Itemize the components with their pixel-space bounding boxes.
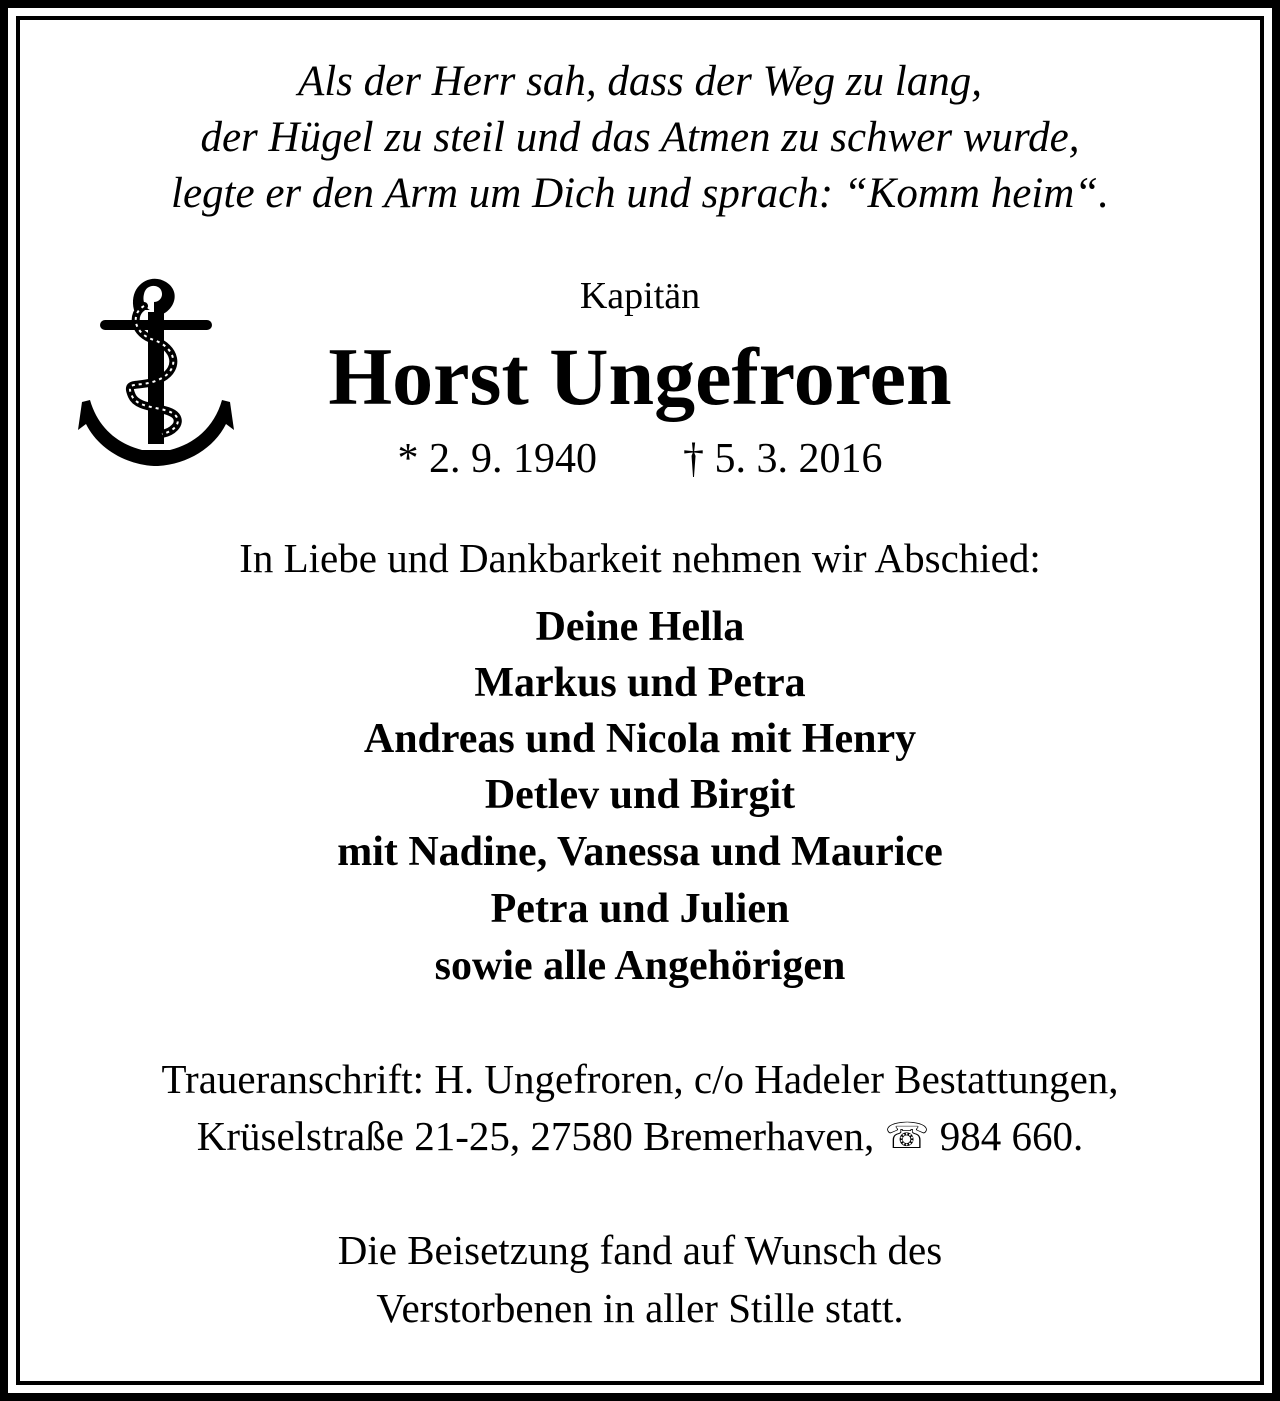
telephone-icon: ☏ [884, 1116, 930, 1157]
quote-line-3: legte er den Arm um Dich und sprach: “Komm heim“. [171, 170, 1109, 217]
address-line-1: Traueranschrift: H. Ungefroren, c/o Hadeler Bestattungen, [161, 1056, 1119, 1102]
mourner-line: Detlev und Birgit [484, 772, 796, 818]
quote-line-1: Als der Herr sah, dass der Weg zu lang, [297, 58, 983, 105]
mourner-line: Deine Hella [535, 604, 745, 650]
birth-date: * 2. 9. 1940 [397, 436, 597, 482]
quote-line-2: der Hügel zu steil und das Atmen zu schwer wurde, [200, 114, 1080, 161]
mourner-line: Markus und Petra [474, 660, 806, 706]
address-street-city: Krüselstraße 21-25, 27580 Bremerhaven, [196, 1113, 875, 1159]
deceased-title: Kapitän [579, 275, 701, 317]
farewell-intro: In Liebe und Dankbarkeit nehmen wir Abschied: [239, 535, 1041, 581]
mourner-line: mit Nadine, Vanessa und Maurice [337, 829, 943, 875]
closing-line-1: Die Beisetzung fand auf Wunsch des [337, 1227, 943, 1273]
closing-line-2: Verstorbenen in aller Stille statt. [376, 1285, 904, 1331]
deceased-name: Horst Ungefroren [328, 331, 952, 422]
address-line-2 [0, 1113, 1280, 1159]
phone-number: 984 660. [939, 1113, 1084, 1159]
mourner-line: sowie alle Angehörigen [434, 943, 846, 989]
life-dates [0, 438, 1280, 480]
mourner-line: Petra und Julien [490, 886, 790, 932]
death-date: † 5. 3. 2016 [683, 436, 883, 482]
mourner-line: Andreas und Nicola mit Henry [363, 716, 917, 762]
